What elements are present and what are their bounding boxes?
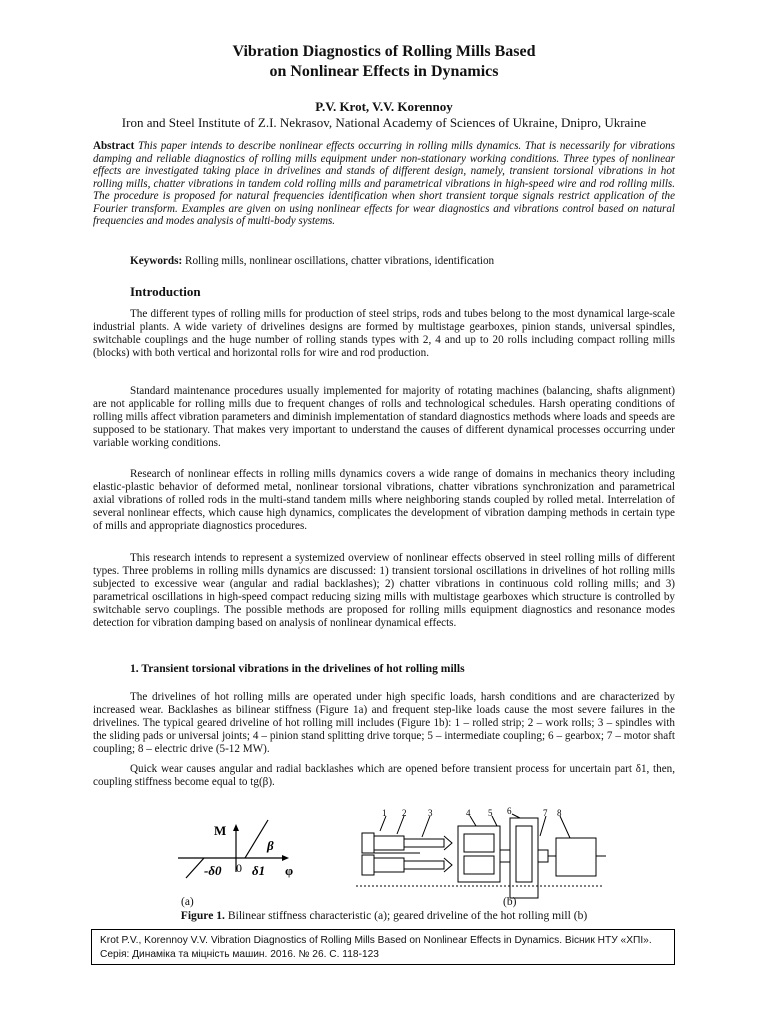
intermediate-coupling	[500, 850, 510, 862]
section-heading-1: 1. Transient torsional vibrations in the drivelines of hot rolling mills	[130, 662, 465, 675]
beta-label: β	[267, 838, 274, 853]
part-number-labels	[382, 806, 562, 818]
intro-paragraph-2: Standard maintenance procedures usually implemented for majority of rotating machines (balancing, shafts alignment) are not applicable for rolling mills due to frequent changes of rolls and technological schedules. Harsh operating conditions of rolling mills affect vibration parameters and diminish implementation of standard diagnostics methods where loads and speeds are supposed to be stationary. That makes very important to understand the causes of different dynamical processes occurring under variable working conditions.	[93, 385, 675, 449]
roll-lower-left	[362, 855, 374, 875]
part-number-3: 3	[428, 808, 433, 818]
figure-1b-label: (b)	[503, 896, 517, 908]
part-number-8: 8	[557, 808, 562, 818]
neg-delta0-label: -δ0	[204, 863, 222, 878]
keywords	[130, 255, 675, 267]
part-number-5: 5	[488, 808, 493, 818]
pinion-gear-lower	[464, 856, 494, 874]
part-number-6: 6	[507, 806, 512, 816]
section1-paragraph-1: The drivelines of hot rolling mills are operated under high specific loads, harsh conditions and are characterized by increased wear. Backlashes as bilinear stiffness (Figure 1a) and frequent step-like loads cause the most severe failures in the drivelines. The typical geared driveline of hot rolling mill includes (Figure 1b): 1 – rolled strip; 2 – work rolls; 3 – spindles with the sliding pads or universal joints; 4 – pinion stand splitting drive torque; 5 – intermediate coupling; 6 – gearbox; 7 – motor shaft coupling; 8 – electric drive (5-12 MW).	[93, 691, 675, 755]
part-number-7: 7	[543, 808, 548, 818]
axis-phi-label: φ	[285, 863, 294, 878]
abstract-label: Abstract	[93, 140, 135, 152]
motor-shaft-coupling	[538, 850, 548, 862]
work-roll-upper	[374, 836, 404, 850]
intro-paragraph-1: The different types of rolling mills for production of steel strips, rods and tubes belong to the most dynamical large-scale industrial plants. A wide variety of drivelines designs are formed by multistage gearboxes, pinion stands, universal spindles, switchable couplings and the huge number of rolling stands types with 2, 4 and up to 20 rolls including compact rolling mills (blocks) with both vertical and horizontal rolls for wire and rod production.	[93, 308, 675, 359]
keywords-text: Rolling mills, nonlinear oscillations, chatter vibrations, identification	[185, 255, 495, 267]
work-roll-lower	[374, 858, 404, 872]
section1-paragraph-2: Quick wear causes angular and radial backlashes which are opened before transient process for uncertain part δ1, then, coupling stiffness become equal to tg(β).	[93, 763, 675, 788]
paper-title-line-2: on Nonlinear Effects in Dynamics	[269, 63, 499, 80]
figure-1-caption	[0, 909, 768, 922]
stiffness-left-branch	[186, 858, 204, 878]
electric-drive	[556, 838, 596, 876]
pinion-gear-upper	[464, 834, 494, 852]
paper-title-line-1: Vibration Diagnostics of Rolling Mills Based	[232, 43, 536, 60]
figure-1a-label: (a)	[181, 896, 194, 908]
spindle-joints	[444, 836, 452, 872]
affiliation: Iron and Steel Institute of Z.I. Nekrasov, National Academy of Sciences of Ukraine, Dnipro, Ukraine	[121, 115, 647, 130]
abstract	[93, 140, 675, 228]
authors: P.V. Krot, V.V. Korennoy	[315, 99, 453, 114]
part-number-1: 1	[382, 808, 387, 818]
spindle-lower	[404, 861, 444, 869]
figure-1b-driveline-drawing	[356, 814, 606, 898]
roll-upper-left	[362, 833, 374, 853]
intro-paragraph-4: This research intends to represent a systemized overview of nonlinear effects observed in steel rolling mills of different types. Three problems in rolling mills dynamics are discussed: 1) transient torsional oscillations in drivelines of hot rolling mills subjected to excessive wear (angular and radial backlashes); 2) chatter vibrations in continuous cold rolling mills; and 3) parametrical oscillations in high-speed compact reducing sizing mills with multistage gearboxes which structure is controlled by switchable servo couplings. The possible methods are proposed for rolling mills equipment diagnostics and resonance modes detection for vibration damping based on analysis of nonlinear dynamical effects.	[93, 552, 675, 629]
figure-1	[0, 806, 768, 926]
m-axis-arrow	[233, 824, 239, 831]
section-heading-introduction: Introduction	[130, 284, 201, 299]
part-number-2: 2	[402, 808, 407, 818]
spindle-upper	[404, 839, 444, 847]
stiffness-right-branch	[245, 820, 268, 858]
origin-label: 0	[236, 861, 242, 875]
intro-paragraph-3: Research of nonlinear effects in rolling mills dynamics covers a wide range of domains in mechanics theory including elastic-plastic behavior of deformed metal, nonlinear torsional vibrations, chatter vibrations synchronization and parametrical axial vibrations of rolled rods in the multi-stand tandem mills where neighboring stands coupled by rolled metal. Interrelation of several nonlinear effects, which cause high dynamics, complicates the development of vibration damping methods in certain type of mills and appropriate diagnostics procedures.	[93, 468, 675, 532]
delta1-label: δ1	[252, 863, 266, 878]
figure-1-caption-label: Figure 1.	[180, 909, 225, 922]
gearbox-gear	[516, 826, 532, 882]
citation-box: Krot P.V., Korennoy V.V. Vibration Diagnostics of Rolling Mills Based on Nonlinear Effects in Dynamics. Вісник НТУ «ХПІ». Серія: Динаміка та міцність машин. 2016. № 26. С. 118-123	[91, 929, 675, 965]
axis-m-label: M	[214, 823, 227, 838]
abstract-text: This paper intends to describe nonlinear effects occurring in rolling mills dynamics. That is necessarily for vibrations damping and reliable diagnostics of rolling mills equipment under non-stationary working conditions. Three types of nonlinear effects are investigated taking place in drivelines and stands of different design, namely, transient torsional vibrations in hot rolling mills, chatter vibrations in tandem cold rolling mills and parametrical vibrations in high-speed wire and rod rolling mills. The procedure is proposed for natural frequencies identification when short transient torque signals restrict application of the Fourier transform. Examples are given on using nonlinear effects for wear diagnostics and vibrations control based on natural frequencies and modes analysis of multi-body systems.	[93, 140, 675, 228]
keywords-label: Keywords:	[130, 255, 183, 267]
figure-1-caption-text: Bilinear stiffness characteristic (a); geared driveline of the hot rolling mill (b)	[227, 909, 588, 922]
phi-axis-arrow	[282, 855, 289, 861]
part-number-4: 4	[466, 808, 471, 818]
figure-1a-bilinear-stiffness	[178, 820, 293, 878]
